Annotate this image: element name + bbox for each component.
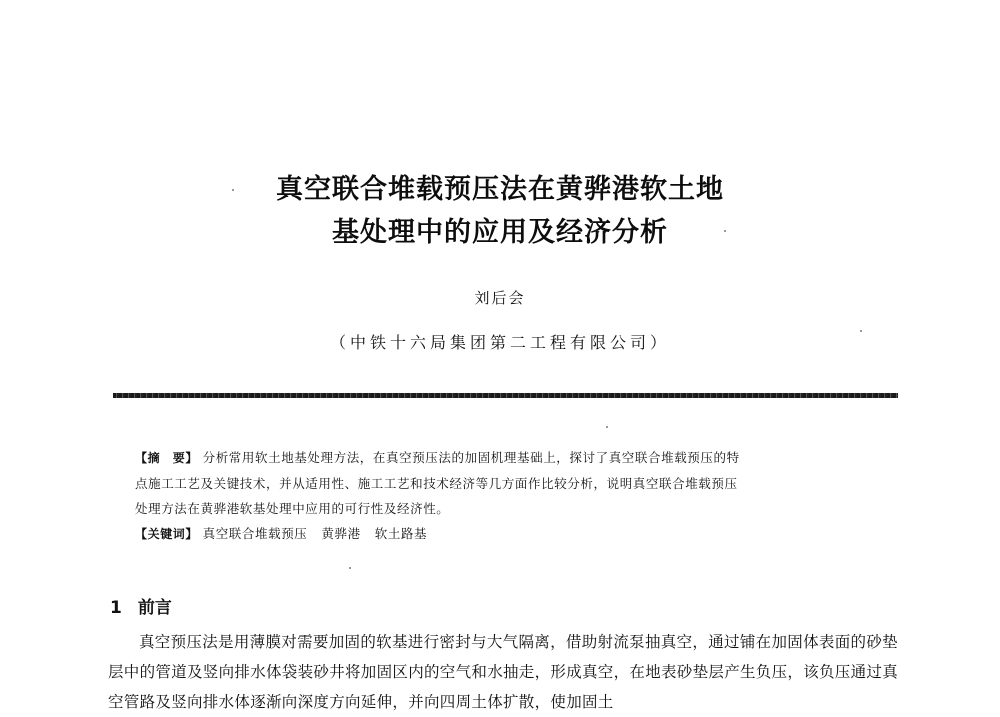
body-line-1: 真空预压法是用薄膜对需要加固的软基进行密封与大气隔离，借助射流泵抽真空，通过铺在加固 <box>139 633 804 651</box>
body-line-3: 层产生负压，该负压通过真空管路及竖向排水体逐渐向深度方向延伸，并向四周土体扩散，使加固土 <box>108 663 899 711</box>
header-divider <box>113 393 898 398</box>
abstract-line-1 <box>135 445 875 471</box>
scan-speck <box>606 426 608 428</box>
keyword-3: 软土路基 <box>374 526 428 541</box>
keywords-label: 【关键词】 <box>135 527 199 541</box>
body-paragraph <box>108 627 898 717</box>
abstract-text-1: 分析常用软土地基处理方法，在真空预压法的加固机理基础上，探讨了真空联合堆载预压的特 <box>202 450 740 465</box>
keyword-1: 真空联合堆载预压 <box>202 526 308 541</box>
author-name: 刘后会 <box>474 289 526 307</box>
section-body <box>108 627 898 717</box>
scan-speck <box>724 230 726 232</box>
paper-title-line-2: 基处理中的应用及经济分析 <box>332 217 668 248</box>
keywords-line <box>135 521 875 547</box>
abstract-block <box>135 445 875 547</box>
keyword-2: 黄骅港 <box>321 526 361 541</box>
abstract-line-2: 点施工工艺及关键技术，并从适用性、施工工艺和技术经济等几方面作比较分析，说明真空联合堆载预压 <box>135 476 738 491</box>
abstract-line-3: 处理方法在黄骅港软基处理中应用的可行性及经济性。 <box>135 501 450 516</box>
section-number: 1 <box>110 598 122 618</box>
paper-title-line-1: 真空联合堆载预压法在黄骅港软土地 <box>276 174 724 205</box>
section-title: 前言 <box>137 598 172 618</box>
body-line-2: 体表面的砂垫层中的管道及竖向排水体袋装砂井将加固区内的空气和水抽走，形成真空，在地表砂垫 <box>108 633 898 681</box>
abstract-label: 【摘 要】 <box>135 451 199 465</box>
scan-speck <box>349 567 351 569</box>
section-heading <box>110 593 172 618</box>
scan-speck <box>232 189 234 191</box>
author-affiliation: （中铁十六局集团第二工程有限公司） <box>329 333 670 352</box>
scan-speck <box>860 330 862 332</box>
